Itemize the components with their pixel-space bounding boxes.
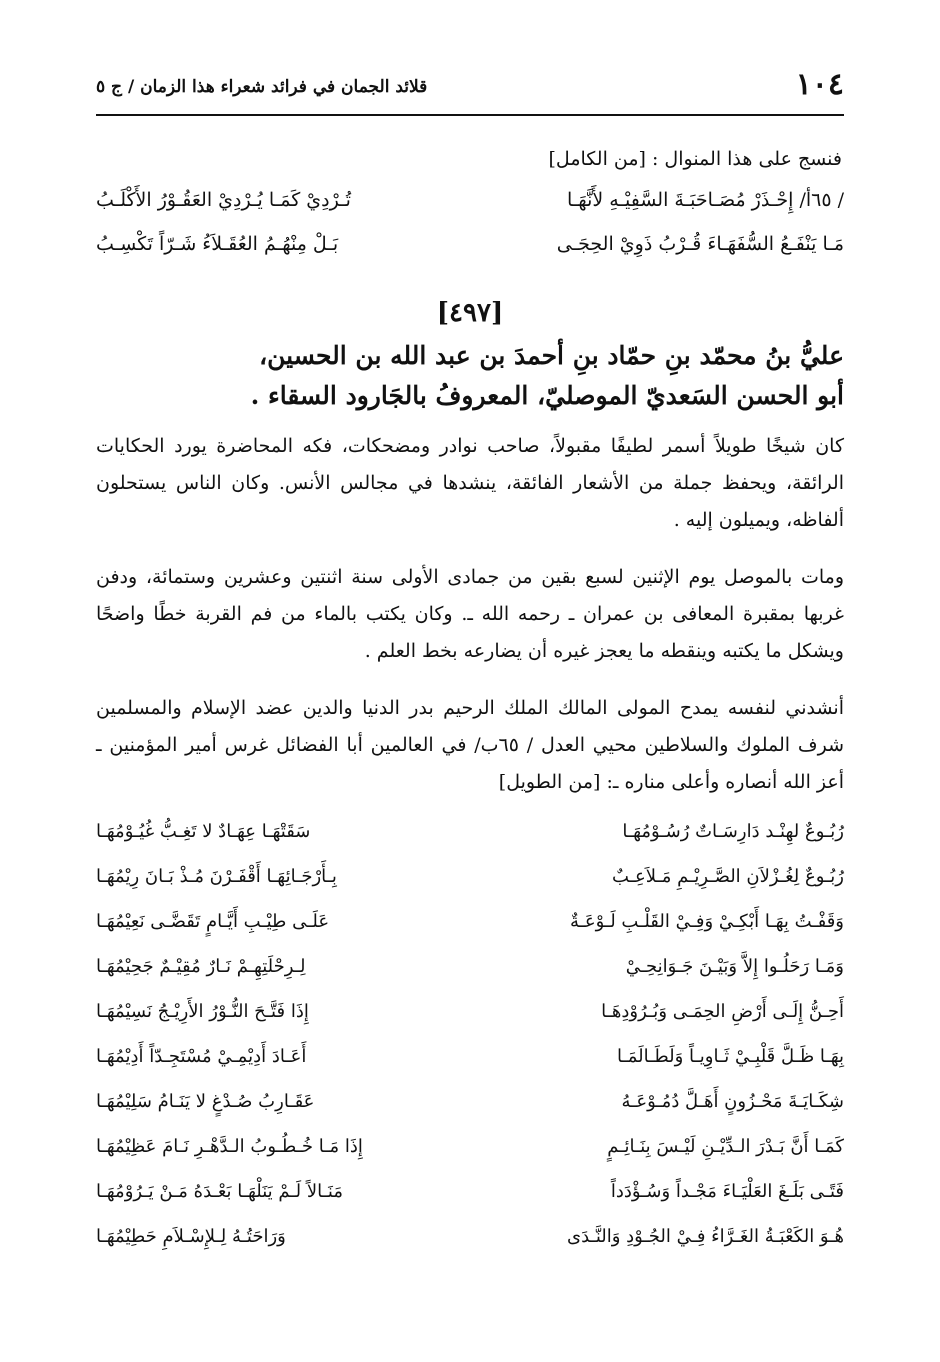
verse	[96, 1169, 844, 1214]
hemistich-second: عَلَـى طِيْـبِ أَيَّـامٍ تَقَضَّـى نَعِيْمُهَـا	[96, 911, 330, 932]
verse	[96, 899, 844, 944]
biography-name-line-2: أبو الحسن السَعديّ الموصليّ، المعروفُ بالجَارود السقاء .	[250, 381, 844, 410]
verse	[96, 809, 844, 854]
page-body	[96, 140, 844, 1259]
page-number: ١٠٤	[795, 67, 844, 102]
verse	[96, 178, 844, 222]
biography-heading	[96, 336, 844, 416]
paragraph-death: ومات بالموصل يوم الإثنين لسبع بقين من جمادى الأولى سنة اثنتين وعشرين وستمائة، ودفن غربها بمقبرة المعافى بن عمران ـ رحمه الله ـ. وكان يكتب بالماء من فم القربة خطًا واضحًا ويشكل ما يكتبه وينقطه ما يعجز غيره أن يضارعه بخط العلم .	[96, 566, 844, 662]
paragraph-recital: أنشدني لنفسه يمدح المولى المالك الملك الرحيم بدر الدنيا والدين عضد الإسلام والمسلمين شرف الملوك والسلاطين محيي العدل / ٦٥ب/ في العالمين أبا الفضائل غرس أمير المؤمنين ـ أعز الله أنصاره وأعلى مناره ـ: [من الطويل]	[96, 697, 844, 793]
hemistich-first: / ٦٥أ/ إِحْـذَرْ مُصَـاحَبَـةَ السَّفِيْـهِ لأَنَّهَـا	[566, 189, 844, 211]
verse	[96, 1124, 844, 1169]
verse	[96, 854, 844, 899]
verse	[96, 1214, 844, 1259]
hemistich-second: أَعَـادَ أَدِيْمِـيْ مُسْتَجِـدّاً أَدِيْمُهَـا	[96, 1046, 307, 1067]
hemistich-first: رُبُـوعٌ لهِنْـد دَارِسَـاتٌ رُسُـوْمُهَـا	[622, 821, 844, 842]
hemistich-second: لِـرِحْلَتِهِـمْ نَـارٌ مُقِيْـمٌ جَحِيْمُهَـا	[96, 956, 306, 977]
intro-line: فنسج على هذا المنوال : [من الكامل]	[548, 148, 842, 170]
hemistich-first: وَمَـا رَحَلُـوا إِلاَّ وَبَيْـنَ جَـوَانِحِـيْ	[625, 956, 844, 977]
hemistich-second: عَقَـارِبُ صُـدْغٍ لا يَنَـامُ سَلِيْمُهَـا	[96, 1091, 315, 1112]
entry-number: [٤٩٧]	[436, 298, 504, 328]
hemistich-second: وَرَاحَتُـهُ لِـلإِسْـلاَمِ حَطِيْمُهَـا	[96, 1226, 286, 1247]
hemistich-second: بَـلْ مِنْهُـمُ العُقَـلاَءُ شَـرّاً تَكْسِـبُ	[96, 233, 339, 255]
verse	[96, 1034, 844, 1079]
paragraph-gap	[96, 678, 844, 690]
poem-kamil	[96, 178, 844, 266]
hemistich-first: أَحِـنُّ إِلَـى أَرْضِ الحِمَـى وَبُـرُوْدِهَـا	[601, 1001, 844, 1022]
hemistich-second: إِذَا مَـا خُـطُـوبُ الـدَّهْـرِ نَـامَ عَظِيْمُهَـا	[96, 1136, 363, 1157]
hemistich-second: بِـأَرْجَـائِهَـا أَقْفَـرْنَ مُـذْ بَـانَ رِيْمُهَـا	[96, 866, 337, 887]
running-title: قلائد الجمان في فرائد شعراء هذا الزمان / ج ٥	[96, 77, 428, 97]
hemistich-first: كَمَـا أَنَّ بَـدْرَ الـدِّيْـنِ لَيْـسَ بِنَـائِـمٍ	[607, 1136, 844, 1157]
hemistich-first: شِكَـايَـةَ مَحْـزُونٍ أَهَـلَّ دُمُـوْعَـهُ	[621, 1091, 844, 1112]
verse	[96, 944, 844, 989]
biography-name-line-1: عليُّ بنُ محمّد بنِ حمّاد بنِ أحمدَ بن عبد الله بن الحسين،	[259, 341, 844, 370]
hemistich-first: فَتًـى بَلَـغَ العَلْيَـاءَ مَجْـداً وَسُـؤْدَداً	[610, 1181, 844, 1202]
hemistich-second: تُـرْدِيْ كَمَـا يُـرْدِيْ العَقُـوْرُ الأَكْلَـبُ	[96, 189, 351, 211]
hemistich-second: إِذَا فَتَّـحَ النُّـوْرُ الأَرِيْـجُ نَسِيْمُهَـا	[96, 1001, 309, 1022]
page-header	[96, 58, 844, 100]
hemistich-first: رُبُـوعٌ لِغُـزْلاَنِ الصَّـرِيْـمِ مَـلاَعِـبٌ	[612, 866, 844, 887]
hemistich-second: مَنَـالاً لَـمْ يَنَلْهَـا بَعْـدَهُ مَـنْ يَـرُوْمُهَـا	[96, 1181, 343, 1202]
verse	[96, 989, 844, 1034]
verse	[96, 1079, 844, 1124]
verse	[96, 222, 844, 266]
paragraph-description: كان شيخًا طويلاً أسمر لطيفًا مقبولاً، صاحب نوادر ومضحكات، فكه المحاضرة يورد الحكايات الرائقة، ويحفظ جملة من الأشعار الفائقة، ينشدها في مجالس الأنس. وكان الناس يستحلون ألفاظه، ويميلون إليه .	[96, 435, 844, 531]
poem-tawil	[96, 809, 844, 1259]
hemistich-first: مَـا يَنْفَـعُ السُّفَهَـاءَ قُـرْبُ ذَوِيْ الحِجَـى	[556, 233, 844, 255]
hemistich-second: سَقَتْهَـا عِهَـادٌ لا تَغِـبُّ غُيُـوْمُهَـا	[96, 821, 311, 842]
header-rule	[96, 114, 844, 116]
hemistich-first: وَقَفْـتُ بِهَـا أَبْكِـيْ وَفِـيْ القَلْـبِ لَـوْعَـةٌ	[569, 911, 844, 932]
paragraph-gap	[96, 547, 844, 559]
hemistich-first: هُـوَ الكَعْبَـةُ الغَـرَّاءُ فِـيْ الجُـوْدِ وَالنَّـدَى	[567, 1226, 844, 1247]
hemistich-first: بِهَـا ظَـلَّ قَلْبِـيْ ثَـاوِيـاً وَلَطَـالَمَـا	[616, 1046, 844, 1067]
